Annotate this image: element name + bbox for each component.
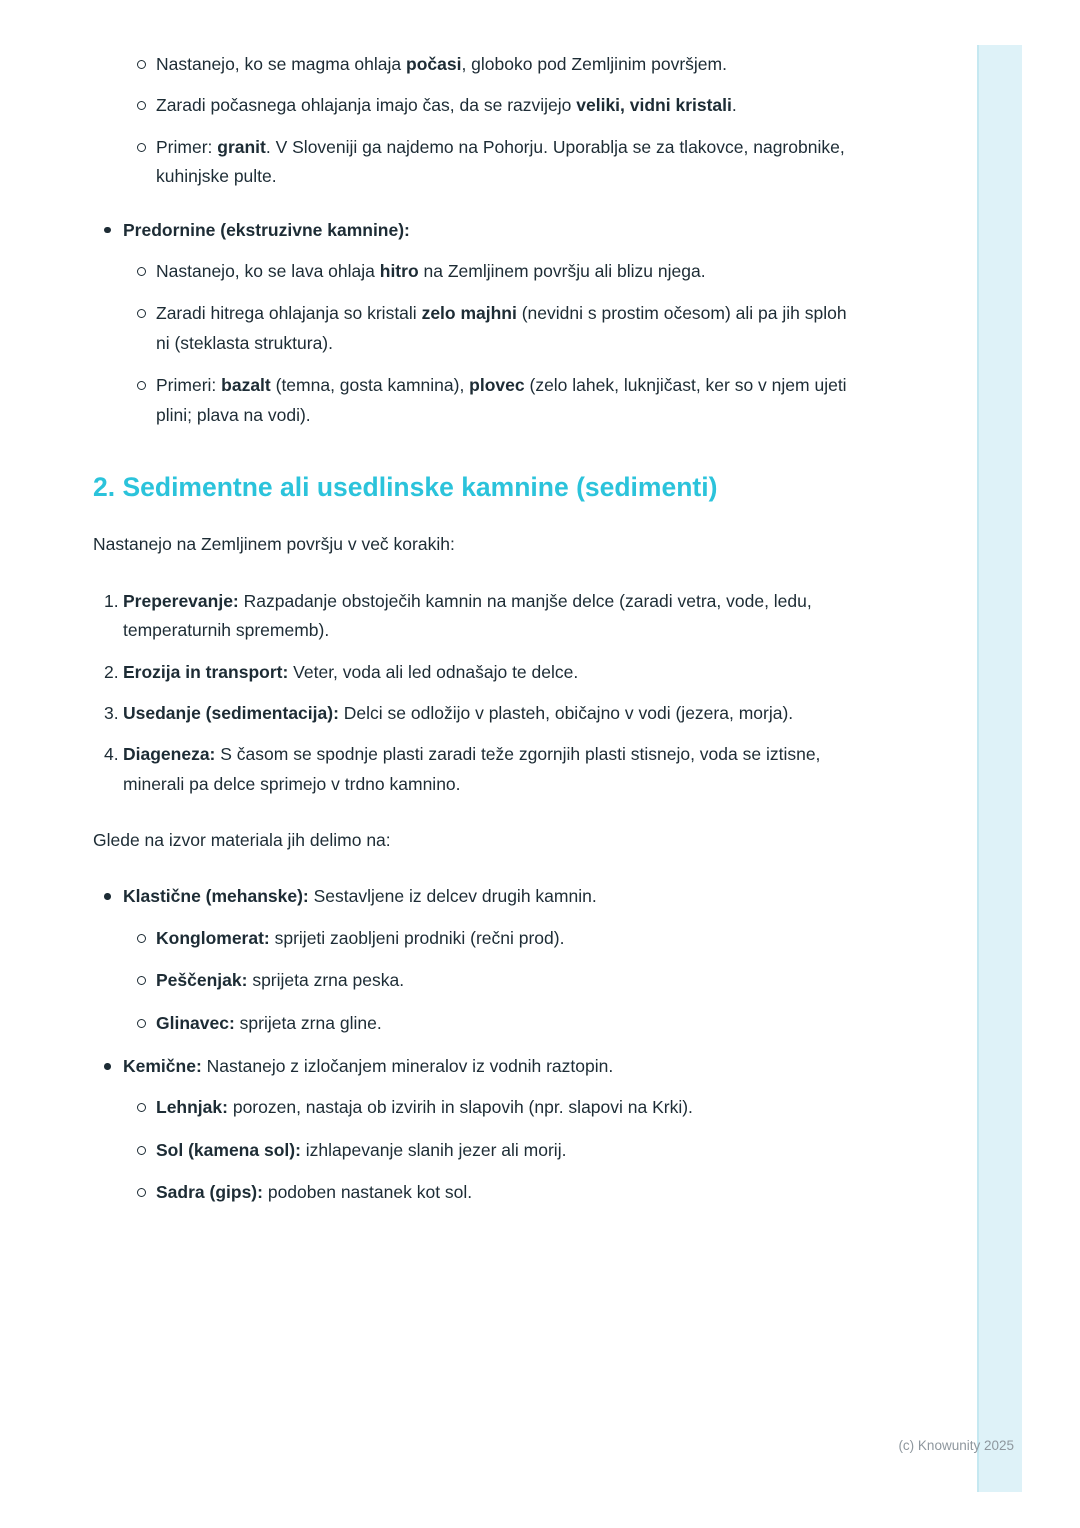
bold-text: Konglomerat: [156, 927, 270, 948]
bold-text: Usedanje (sedimentacija): [123, 702, 339, 723]
group-kemicne [103, 1052, 850, 1208]
list-item [137, 133, 850, 192]
list-item [137, 50, 850, 79]
bold-text: Predornine (ekstruzivne kamnine): [123, 219, 410, 240]
bold-text: veliki, vidni kristali [576, 95, 732, 116]
list-item [137, 91, 850, 120]
bold-text: plovec [469, 375, 525, 396]
list-item-text [156, 303, 847, 352]
bold-text: bazalt [221, 375, 271, 396]
list-item [137, 924, 850, 953]
text-run: . [731, 95, 737, 116]
list-item [137, 966, 850, 995]
text-run: Primer: [156, 136, 218, 157]
bold-text: Erozija in transport: [123, 661, 289, 682]
list-item-text [156, 261, 706, 281]
classification-groups [93, 882, 850, 1207]
bold-text: Diageneza: [123, 744, 216, 765]
text-run: Delci se odložijo v plasteh, običajno v vodi (jezera, morja). [338, 702, 794, 723]
predornine-item [103, 216, 850, 430]
list-item [104, 587, 850, 646]
side-strip [977, 45, 1022, 1492]
text-run: Zaradi počasnega ohlajanja imajo čas, da se razvijejo [156, 95, 577, 116]
text-run: na Zemljinem površju ali blizu njega. [418, 260, 706, 281]
text-run: porozen, nastaja ob izvirih in slapovih (npr. slapovi na Krki). [227, 1097, 693, 1118]
list-item-text [156, 1097, 693, 1117]
list-item-text [123, 591, 812, 640]
list-item-text [156, 1013, 382, 1033]
bold-text: Glinavec: [156, 1012, 235, 1033]
text-run: sprijeta zrna peska. [247, 970, 405, 991]
page-content [93, 50, 850, 1222]
list-item-text [123, 744, 820, 793]
list-item [137, 1009, 850, 1038]
text-run: S časom se spodnje plasti zaradi teže zgornjih plasti stisnejo, voda se iztisne, minerali pa delce sprimejo v trdno kamnino. [123, 744, 821, 794]
list-item [137, 1093, 850, 1122]
text-run: Veter, voda ali led odnašajo te delce. [288, 661, 579, 682]
list-item-text [156, 928, 564, 948]
text-run: . V Sloveniji ga najdemo na Pohorju. Uporablja se za tlakovce, nagrobnike, kuhinjske pulte. [156, 136, 845, 187]
list-item [137, 1136, 850, 1165]
bold-text: Preperevanje: [123, 590, 239, 611]
text-run: Primeri: [156, 375, 222, 396]
text-run: (nevidni s prostim očesom) ali pa jih sploh ni (steklasta struktura). [156, 303, 847, 353]
bold-text: Sol (kamena sol): [156, 1139, 301, 1160]
text-run: Zaradi hitrega ohlajanja so kristali [156, 303, 422, 324]
text-run: sprijeti zaobljeni prodniki (rečni prod). [269, 927, 565, 948]
list-item [104, 658, 850, 687]
text-run: , globoko pod Zemljinim površjem. [461, 54, 727, 74]
list-item-text [156, 95, 737, 115]
text-run: (temna, gosta kamnina), [270, 375, 470, 396]
section-intro: Nastanejo na Zemljinem površju v več korakih: [93, 534, 455, 555]
list-item [137, 257, 850, 286]
text-run: Razpadanje obstoječih kamnin na manjše delce (zaradi vetra, vode, ledu, temperaturnih sprememb). [123, 590, 812, 641]
group-klasticne [103, 882, 850, 1038]
list-item [137, 1178, 850, 1207]
bold-text: Lehnjak: [156, 1097, 228, 1118]
group-klasticne-items [123, 924, 850, 1038]
text-run: Nastanejo z izločanjem mineralov iz vodnih raztopin. [201, 1056, 614, 1077]
bold-text: Sadra (gips): [156, 1182, 263, 1203]
text-run: sprijeta zrna gline. [234, 1012, 382, 1033]
predornine-list [93, 216, 850, 430]
group-kemicne-items [123, 1093, 850, 1207]
list-item-text [156, 54, 727, 74]
list-item-text [156, 375, 847, 424]
list-item [137, 371, 850, 430]
globocnine-sublist [93, 50, 850, 192]
classification-intro: Glede na izvor materiala jih delimo na: [93, 830, 391, 851]
list-item [104, 740, 850, 799]
list-item-text [156, 137, 845, 186]
bold-text: Kemične: [123, 1056, 202, 1077]
text-run: Sestavljene iz delcev drugih kamnin. [308, 886, 597, 907]
bold-text: zelo majhni [421, 303, 517, 324]
text-run: (zelo lahek, luknjičast, ker so v njem ujeti plini; plava na vodi). [156, 375, 847, 425]
bold-text: granit [217, 136, 266, 157]
text-run: podoben nastanek kot sol. [262, 1182, 473, 1203]
bold-text: hitro [379, 260, 419, 281]
group-kemicne-title [123, 1056, 613, 1076]
list-item-text [156, 970, 404, 990]
list-item [104, 699, 850, 728]
predornine-sublist [123, 257, 850, 430]
bold-text: Klastične (mehanske): [123, 886, 309, 907]
group-klasticne-title [123, 886, 597, 906]
sediment-steps-list [93, 587, 850, 799]
predornine-title [123, 220, 410, 240]
list-item-text [123, 703, 793, 723]
footer-copyright: (c) Knowunity 2025 [898, 1438, 1014, 1454]
list-item-text [156, 1140, 566, 1160]
list-item [137, 299, 850, 358]
section-heading: 2. Sedimentne ali usedlinske kamnine (sedimenti) [93, 471, 718, 502]
bold-text: Peščenjak: [156, 970, 248, 991]
text-run: Nastanejo, ko se lava ohlaja [156, 260, 380, 281]
bold-text: počasi [406, 54, 462, 74]
list-item-text [156, 1182, 472, 1202]
list-item-text [123, 662, 578, 682]
text-run: Nastanejo, ko se magma ohlaja [156, 54, 406, 74]
text-run: izhlapevanje slanih jezer ali morij. [300, 1139, 567, 1160]
